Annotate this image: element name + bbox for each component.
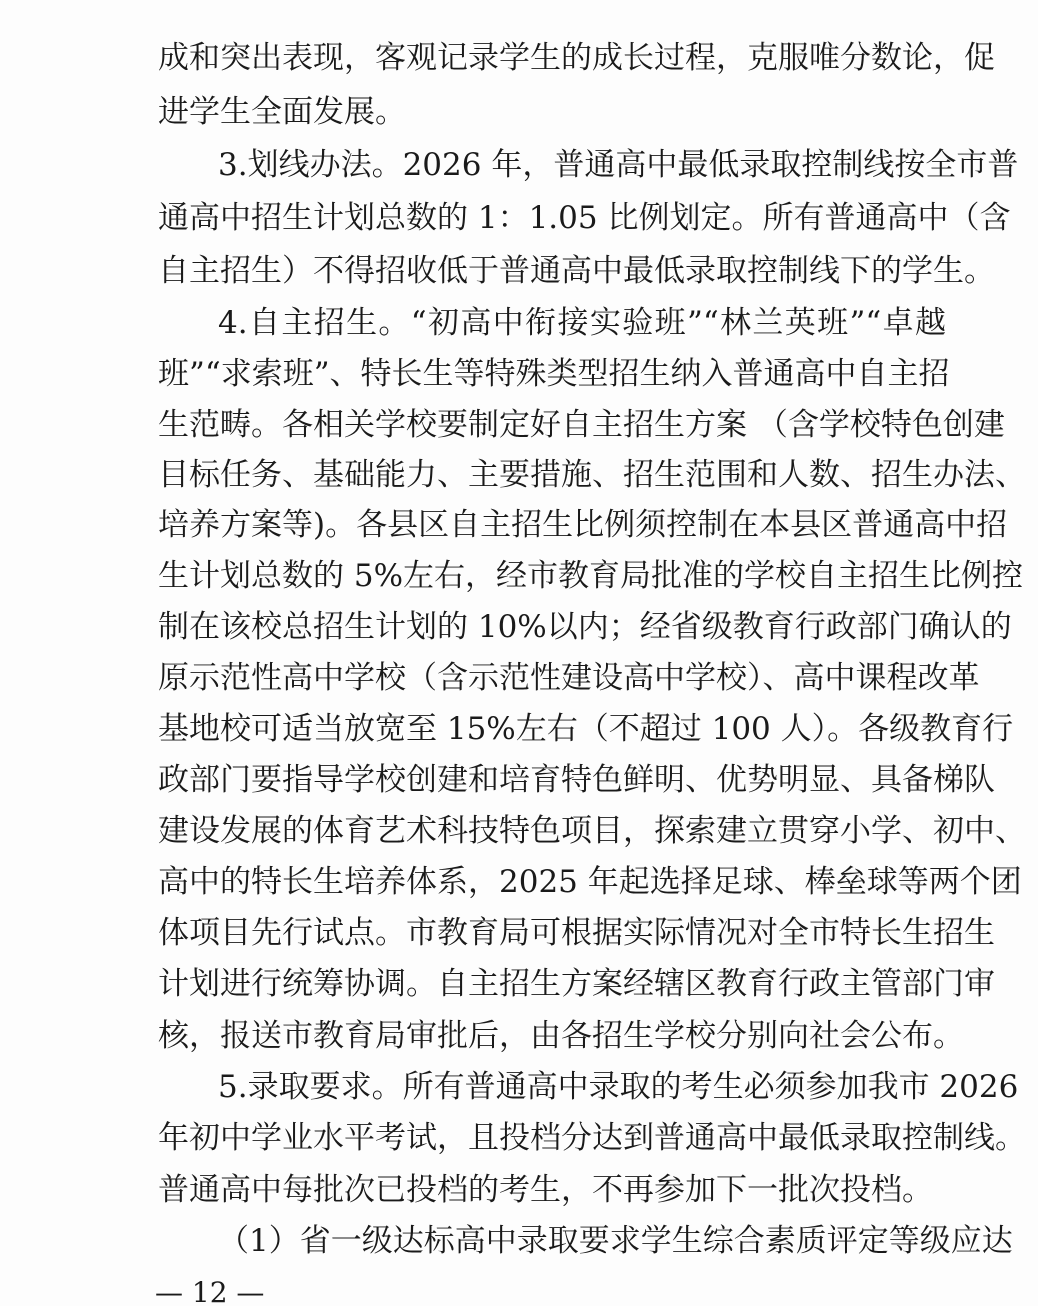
text-line: 培养方案等)。各县区自主招生比例须控制在本县区普通高中招 xyxy=(158,507,1008,543)
text-line: 普通高中每批次已投档的考生，不再参加下一批次投档。 xyxy=(158,1172,933,1208)
text-line: 原示范性高中学校（含示范性建设高中学校）、高中课程改革 xyxy=(158,660,980,696)
text-line: 进学生全面发展。 xyxy=(158,94,406,130)
text-line: 生计划总数的 5%左右，经市教育局批准的学校自主招生比例控 xyxy=(158,558,1024,594)
page-number: — 12 — xyxy=(155,1276,265,1306)
text-line: 建设发展的体育艺术科技特色项目，探索建立贯穿小学、初中、 xyxy=(158,813,1026,849)
text-line: 通高中招生计划总数的 1：1.05 比例划定。所有普通高中（含 xyxy=(158,200,1011,236)
text-line: 体项目先行试点。市教育局可根据实际情况对全市特长生招生 xyxy=(158,915,995,951)
text-line: 班”“求索班”、特长生等特殊类型招生纳入普通高中自主招 xyxy=(158,356,950,392)
text-line: 成和突出表现，客观记录学生的成长过程，克服唯分数论，促 xyxy=(158,40,995,76)
text-line: 高中的特长生培养体系，2025 年起选择足球、棒垒球等两个团 xyxy=(158,864,1022,900)
text-line: 制在该校总招生计划的 10%以内；经省级教育行政部门确认的 xyxy=(158,609,1012,645)
text-line: 政部门要指导学校创建和培育特色鲜明、优势明显、具备梯队 xyxy=(158,762,995,798)
text-line: 基地校可适当放宽至 15%左右（不超过 100 人）。各级教育行 xyxy=(158,711,1014,747)
text-line: 计划进行统筹协调。自主招生方案经辖区教育行政主管部门审 xyxy=(158,966,995,1002)
text-line: （1）省一级达标高中录取要求学生综合素质评定等级应达 xyxy=(218,1223,1013,1259)
text-line: 5.录取要求。所有普通高中录取的考生必须参加我市 2026 xyxy=(218,1069,1019,1105)
text-line: 目标任务、基础能力、主要措施、招生范围和人数、招生办法、 xyxy=(158,457,1026,493)
text-line: 年初中学业水平考试，且投档分达到普通高中最低录取控制线。 xyxy=(158,1120,1026,1156)
text-line: 生范畴。各相关学校要制定好自主招生方案 （含学校特色创建 xyxy=(158,407,1005,443)
text-line: 4.自主招生。“初高中衔接实验班”“林兰英班”“卓越 xyxy=(218,305,946,341)
text-line: 3.划线办法。2026 年，普通高中最低录取控制线按全市普 xyxy=(218,147,1019,183)
text-line: 核，报送市教育局审批后，由各招生学校分别向社会公布。 xyxy=(158,1018,964,1054)
text-line: 自主招生）不得招收低于普通高中最低录取控制线下的学生。 xyxy=(158,253,995,289)
